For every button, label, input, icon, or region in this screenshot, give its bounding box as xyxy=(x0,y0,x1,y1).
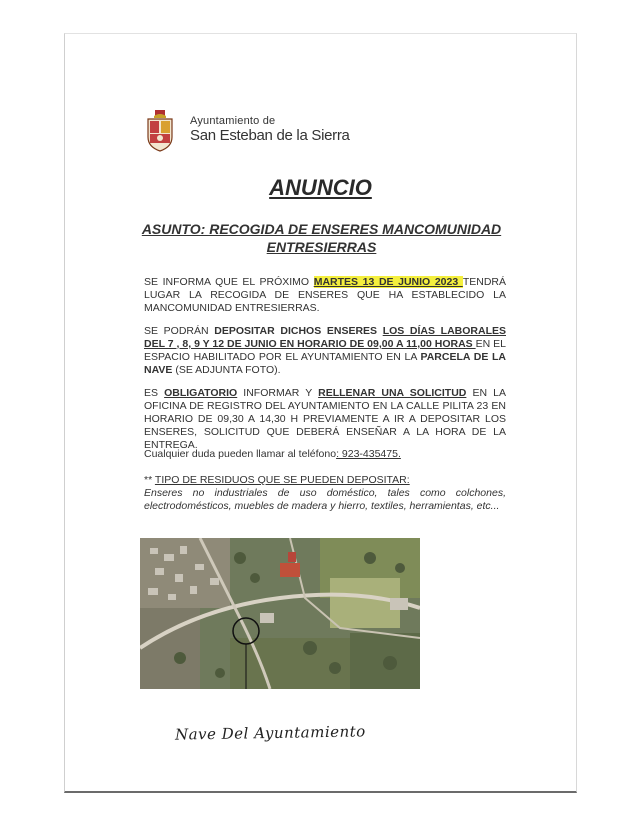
phone-label: Cualquier duda pueden llamar al teléfono xyxy=(144,448,337,460)
date-highlight: MARTES 13 DE JUNIO 2023 xyxy=(313,276,463,288)
paragraph-date xyxy=(144,276,506,315)
p3-text-1: ES xyxy=(144,387,165,399)
residues-heading xyxy=(144,474,410,486)
p3-mandatory: OBLIGATORIO xyxy=(164,387,238,399)
paragraph-registration xyxy=(144,387,506,452)
org-line-1: Ayuntamiento de xyxy=(190,115,276,127)
p2-bold-1: DEPOSITAR DICHOS ENSERES xyxy=(214,325,383,337)
p3-text-3: EN LA OFICINA DE REGISTRO DEL AYUNTAMIENTO EN LA CALLE PILITA 23 EN HORARIO DE 09,30 A 14,30 H PREVIAMENTE A IR A DEPOSITAR LOS ENSERES, SOLICITUD QUE DEBERÁ ENSEÑAR A LA HORA DE LA ENTREGA. xyxy=(144,387,506,451)
p1-text-after: TENDRÁ LUGAR LA RECOGIDA DE ENSERES QUE HA ESTABLECIDO LA MANCOMUNIDAD ENTRESIERRAS. xyxy=(144,276,506,314)
aerial-photo xyxy=(140,538,420,689)
p2-text-1: SE PODRÁN xyxy=(144,325,215,337)
residues-heading-text: TIPO DE RESIDUOS QUE SE PUEDEN DEPOSITAR: xyxy=(154,474,410,486)
handwritten-caption: Nave Del Ayuntamiento xyxy=(174,722,366,744)
org-line-2: San Esteban de la Sierra xyxy=(190,126,350,144)
p1-text-before: SE INFORMA QUE EL PRÓXIMO xyxy=(144,276,314,288)
phone-number: : 923-435475. xyxy=(336,448,401,460)
announcement-title: ANUNCIO xyxy=(269,175,372,200)
p3-text-2: INFORMAR Y xyxy=(237,387,319,399)
p2-text-2: EN EL ESPACIO HABILITADO POR EL AYUNTAMIENTO EN LA xyxy=(144,338,506,363)
subject-line: ASUNTO: RECOGIDA DE ENSERES MANCOMUNIDAD ENTRESIERRAS xyxy=(141,221,502,255)
p3-form: RELLENAR UNA SOLICITUD xyxy=(318,387,467,399)
residues-prefix: ** xyxy=(144,474,155,486)
p2-text-3: (SE ADJUNTA FOTO). xyxy=(172,364,281,376)
organization-name xyxy=(190,116,350,143)
residues-list: Enseres no industriales de uso doméstico, tales como colchones, electrodomésticos, muebles de madera y hierro, textiles, herramientas, etc... xyxy=(144,487,506,512)
coat-of-arms-logo xyxy=(145,109,175,154)
phone-line xyxy=(144,448,401,460)
document-page xyxy=(64,33,577,793)
paragraph-deposit xyxy=(144,325,506,377)
p2-dates-hours: LOS DÍAS LABORALES DEL 7 , 8, 9 Y 12 DE JUNIO EN HORARIO DE 09,00 A 11,00 HORAS xyxy=(144,325,506,350)
p2-bold-location: PARCELA DE LA NAVE xyxy=(144,351,507,376)
